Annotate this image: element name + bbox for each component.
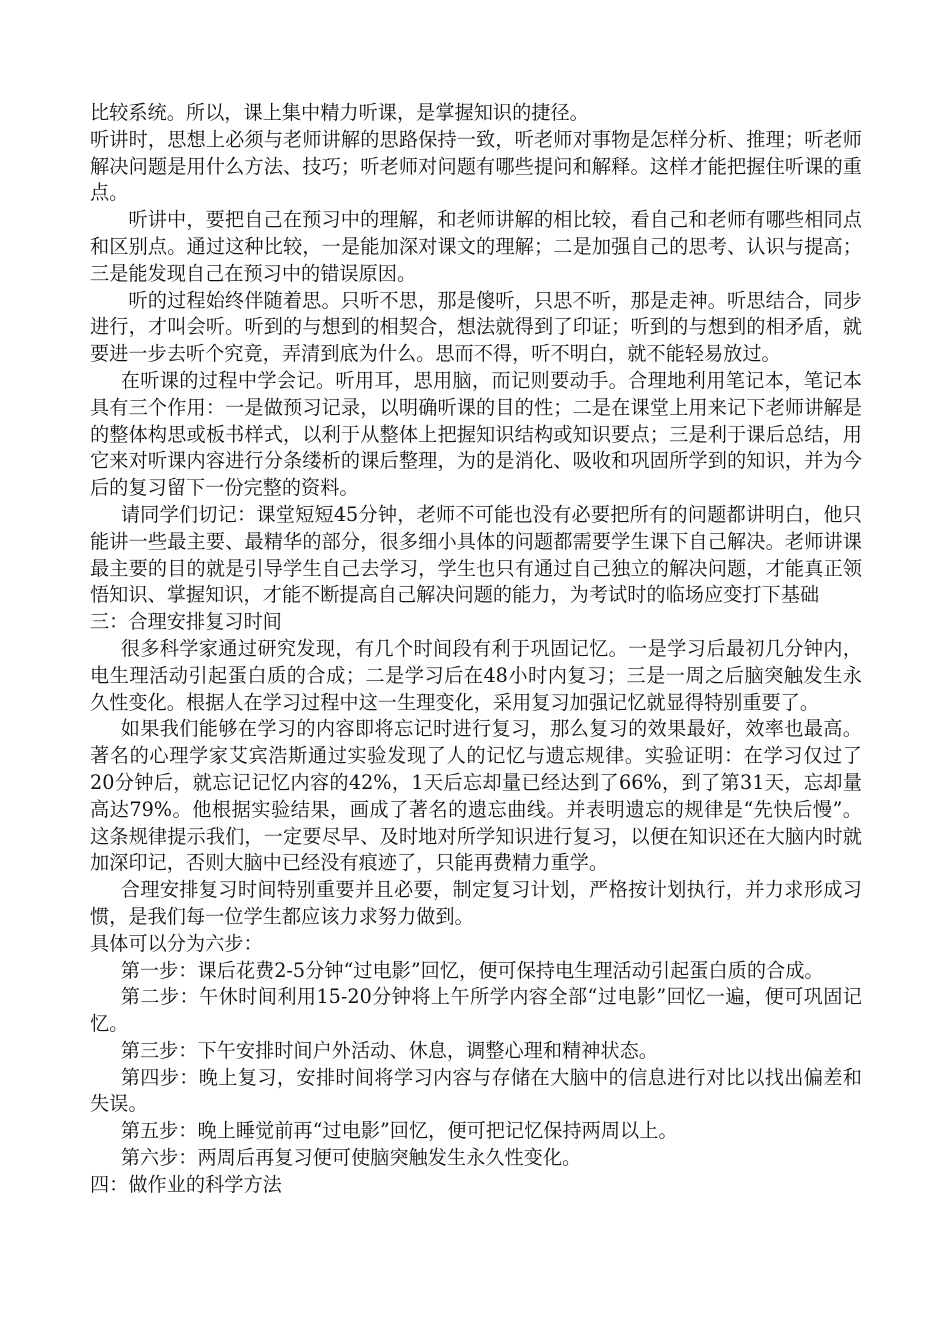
paragraph-six-steps-intro: 具体可以分为六步： [90,931,263,955]
step-1: 第一步：课后花费2-5分钟“过电影”回忆，便可保持电生理活动引起蛋白质的合成。 [120,958,824,982]
step-2: 第二步：午休时间利用15-20分钟将上午所学内容全部“过电影”回忆一遍，便可巩固记忆。 [90,985,862,1036]
paragraph-review-plan: 合理安排复习时间特别重要并且必要，制定复习计划，严格按计划执行，并力求形成习惯，是我们每一位学生都应该力求努力做到。 [90,878,862,928]
section-heading-homework-method: 四：做作业的科学方法 [90,1172,282,1196]
document-page [90,100,862,1199]
paragraph-remember: 请同学们切记：课堂短短45分钟，老师不可能也没有必要把所有的问题都讲明白，他只能讲一些最主要、最精华的部分，很多细小具体的问题都需要学生课下自己解决。老师讲课最主要的目的就是引导学生自己去学习，学生也只有通过自己独立的解决问题，才能真正领悟知识、掌握知识，才能不断提高自己解决问题的能力，为考试时的临场应变打下基础 [90,502,862,607]
paragraph-listen-and-think: 听的过程始终伴随着思。只听不思，那是傻听，只思不听，那是走神。听思结合，同步进行，才叫会听。听到的与想到的相契合，想法就得到了印证；听到的与想到的相矛盾，就要进一步去听个究竟，弄清到底为什么。思而不得，听不明白，就不能轻易放过。 [90,288,862,366]
section-heading-review-time: 三：合理安排复习时间 [90,610,282,634]
paragraph-forgetting-curve: 如果我们能够在学习的内容即将忘记时进行复习，那么复习的效果最好，效率也最高。著名的心理学家艾宾浩斯通过实验发现了人的记忆与遗忘规律。实验证明：在学习仅过了20分钟后，就忘记记忆内容的42%，1天后忘却量已经达到了66%，到了第31天，忘却量高达79%。他根据实验结果，画成了著名的遗忘曲线。并表明遗忘的规律是“先快后慢”。这条规律提示我们，一定要尽早、及时地对所学知识进行复习，以便在知识还在大脑内时就加深印记，否则大脑中已经没有痕迹了，只能再费精力重学。 [90,717,862,875]
paragraph-intro-end: 比较系统。所以，课上集中精力听课，是掌握知识的捷径。 [90,101,589,124]
paragraph-compare-understanding: 听讲中，要把自己在预习中的理解，和老师讲解的相比较，看自己和老师有哪些相同点和区别点。通过这种比较，一是能加深对课文的理解；二是加强自己的思考、认识与提高；三是能发现自己在预习中的错误原因。 [90,208,862,285]
paragraph-listening-thinking: 听讲时，思想上必须与老师讲解的思路保持一致，听老师对事物是怎样分析、推理；听老师解决问题是用什么方法、技巧；听老师对问题有哪些提问和解释。这样才能把握住听课的重点。 [90,127,862,205]
step-4: 第四步：晚上复习，安排时间将学习内容与存储在大脑中的信息进行对比以找出偏差和失误。 [90,1065,862,1116]
step-3: 第三步：下午安排时间户外活动、休息，调整心理和精神状态。 [120,1038,658,1062]
paragraph-memory-research: 很多科学家通过研究发现，有几个时间段有利于巩固记忆。一是学习后最初几分钟内，电生理活动引起蛋白质的合成；二是学习后在48小时内复习；三是一周之后脑突触发生永久性变化。根据人在学习过程中这一生理变化，采用复习加强记忆就显得特别重要了。 [90,636,862,714]
step-5: 第五步：晚上睡觉前再“过电影”回忆，便可把记忆保持两周以上。 [120,1119,678,1143]
paragraph-taking-notes: 在听课的过程中学会记。听用耳，思用脑，而记则要动手。合理地利用笔记本，笔记本具有三个作用：一是做预习记录，以明确听课的目的性；二是在课堂上用来记下老师讲解是的整体构思或板书样式，以利于从整体上把握知识结构或知识要点；三是利于课后总结，用它来对听课内容进行分条缕析的课后整理，为的是消化、吸收和巩固所学到的知识，并为今后的复习留下一份完整的资料。 [90,368,862,500]
step-6: 第六步：两周后再复习便可使脑突触发生永久性变化。 [120,1146,582,1170]
